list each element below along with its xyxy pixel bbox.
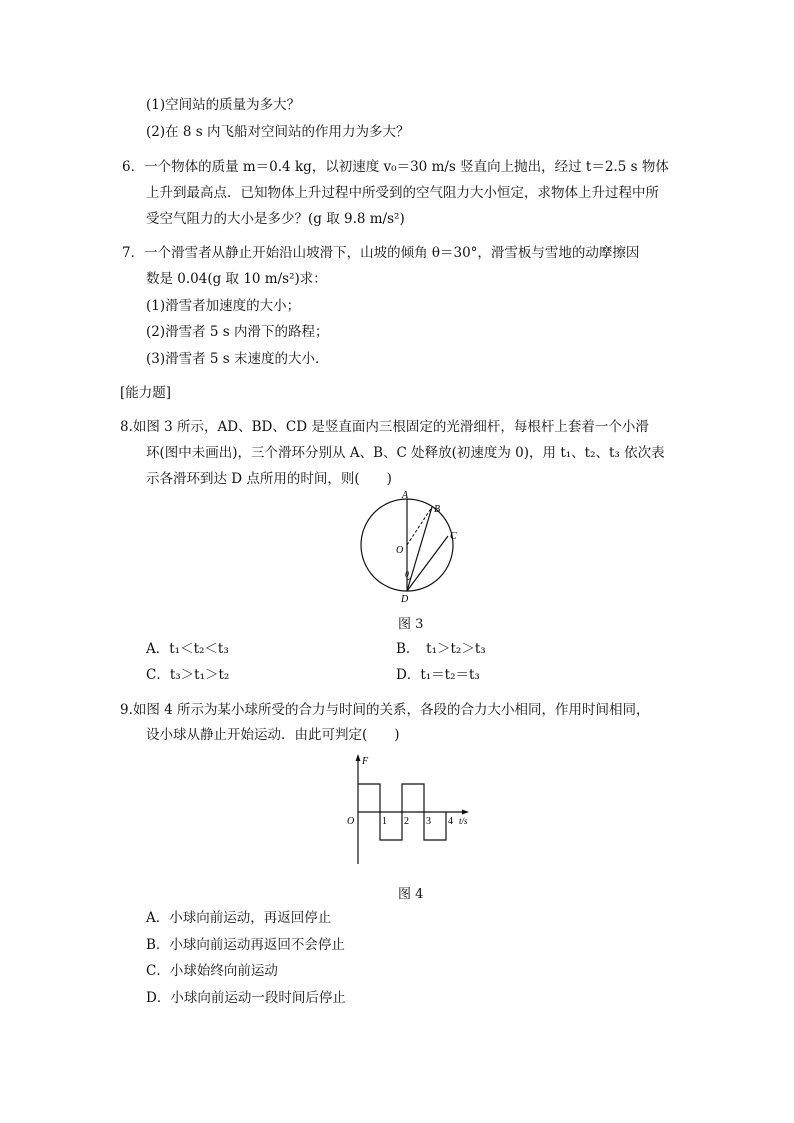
q5-sub2: (2)在 8 s 内飞船对空间站的作用力为多大？ <box>146 124 410 140</box>
x-tick-label: 2 <box>404 816 409 827</box>
figure-3-caption: 图 3 <box>398 617 424 632</box>
q6-line3: 受空气阻力的大小是多少？(g 取 9.8 m/s²) <box>146 211 405 227</box>
q7-sub3: (3)滑雪者 5 s 末速度的大小． <box>146 351 329 367</box>
radius-ob-dashed <box>407 507 432 545</box>
q8-option-b: B． t₁＞t₂＞t₃ <box>396 641 486 657</box>
x-tick-label: 1 <box>382 816 387 827</box>
y-axis-label: F <box>362 756 369 767</box>
q7-line1: 7．一个滑雪者从静止开始沿山坡滑下，山坡的倾角 θ＝30°，滑雪板与雪地的动摩擦因 <box>122 245 640 261</box>
q8-option-c: C．t₃＞t₁＞t₂ <box>146 667 230 683</box>
label-a: A <box>402 490 409 501</box>
q9-option-a: A．小球向前运动，再返回停止 <box>146 910 332 926</box>
x-tick-label: 4 <box>448 816 453 827</box>
q8-line1: 8.如图 3 所示，AD、BD、CD 是竖直面内三根固定的光滑细杆，每根杆上套着一个小滑 <box>120 419 649 435</box>
q9-line1: 9.如图 4 所示为某小球所受的合力与时间的关系，各段的合力大小相同，作用时间相同， <box>120 702 650 718</box>
figure-3-circle-diagram <box>350 488 470 608</box>
figure-4-force-time-chart <box>338 752 478 872</box>
q8-line3: 示各滑环到达 D 点所用的时间，则( ) <box>146 471 392 487</box>
q9-line2: 设小球从静止开始运动．由此可判定( ) <box>146 727 400 743</box>
q8-option-d: D．t₁＝t₂＝t₃ <box>396 667 480 683</box>
label-d: D <box>401 594 409 605</box>
q9-option-d: D．小球向前运动一段时间后停止 <box>146 990 346 1006</box>
q7-line2: 数是 0.04(g 取 10 m/s²)求： <box>146 271 327 287</box>
figure-4-caption: 图 4 <box>398 887 424 902</box>
origin-label: O <box>347 816 355 827</box>
x-axis-label: t/s <box>459 816 468 826</box>
q9-option-c: C．小球始终向前运动 <box>146 963 278 979</box>
section-heading: [能力题] <box>120 385 172 401</box>
label-o: O <box>396 545 404 556</box>
q7-sub1: (1)滑雪者加速度的大小； <box>146 298 301 314</box>
q6-line2: 上升到最高点．已知物体上升过程中所受到的空气阻力大小恒定，求物体上升过程中所 <box>146 185 659 201</box>
label-c: C <box>450 531 457 542</box>
rod-cd <box>407 536 448 591</box>
q7-sub2: (2)滑雪者 5 s 内滑下的路程； <box>146 324 329 340</box>
q8-option-a: A．t₁＜t₂＜t₃ <box>146 641 229 657</box>
q5-sub1: (1)空间站的质量为多大？ <box>146 97 301 113</box>
label-theta: θ <box>405 570 409 579</box>
y-axis-arrow <box>356 754 361 761</box>
x-axis-arrow <box>462 810 469 815</box>
q6-line1: 6．一个物体的质量 m＝0.4 kg，以初速度 v₀＝30 m/s 竖直向上抛出，经过 t＝2.5 s 物体 <box>122 159 669 175</box>
x-tick-label: 3 <box>426 816 431 827</box>
label-b: B <box>434 504 441 515</box>
q9-option-b: B．小球向前运动再返回不会停止 <box>146 937 345 953</box>
q8-line2: 环(图中未画出)，三个滑环分别从 A、B、C 处释放(初速度为 0)，用 t₁、t₂、t₃ 依次表 <box>146 445 665 461</box>
